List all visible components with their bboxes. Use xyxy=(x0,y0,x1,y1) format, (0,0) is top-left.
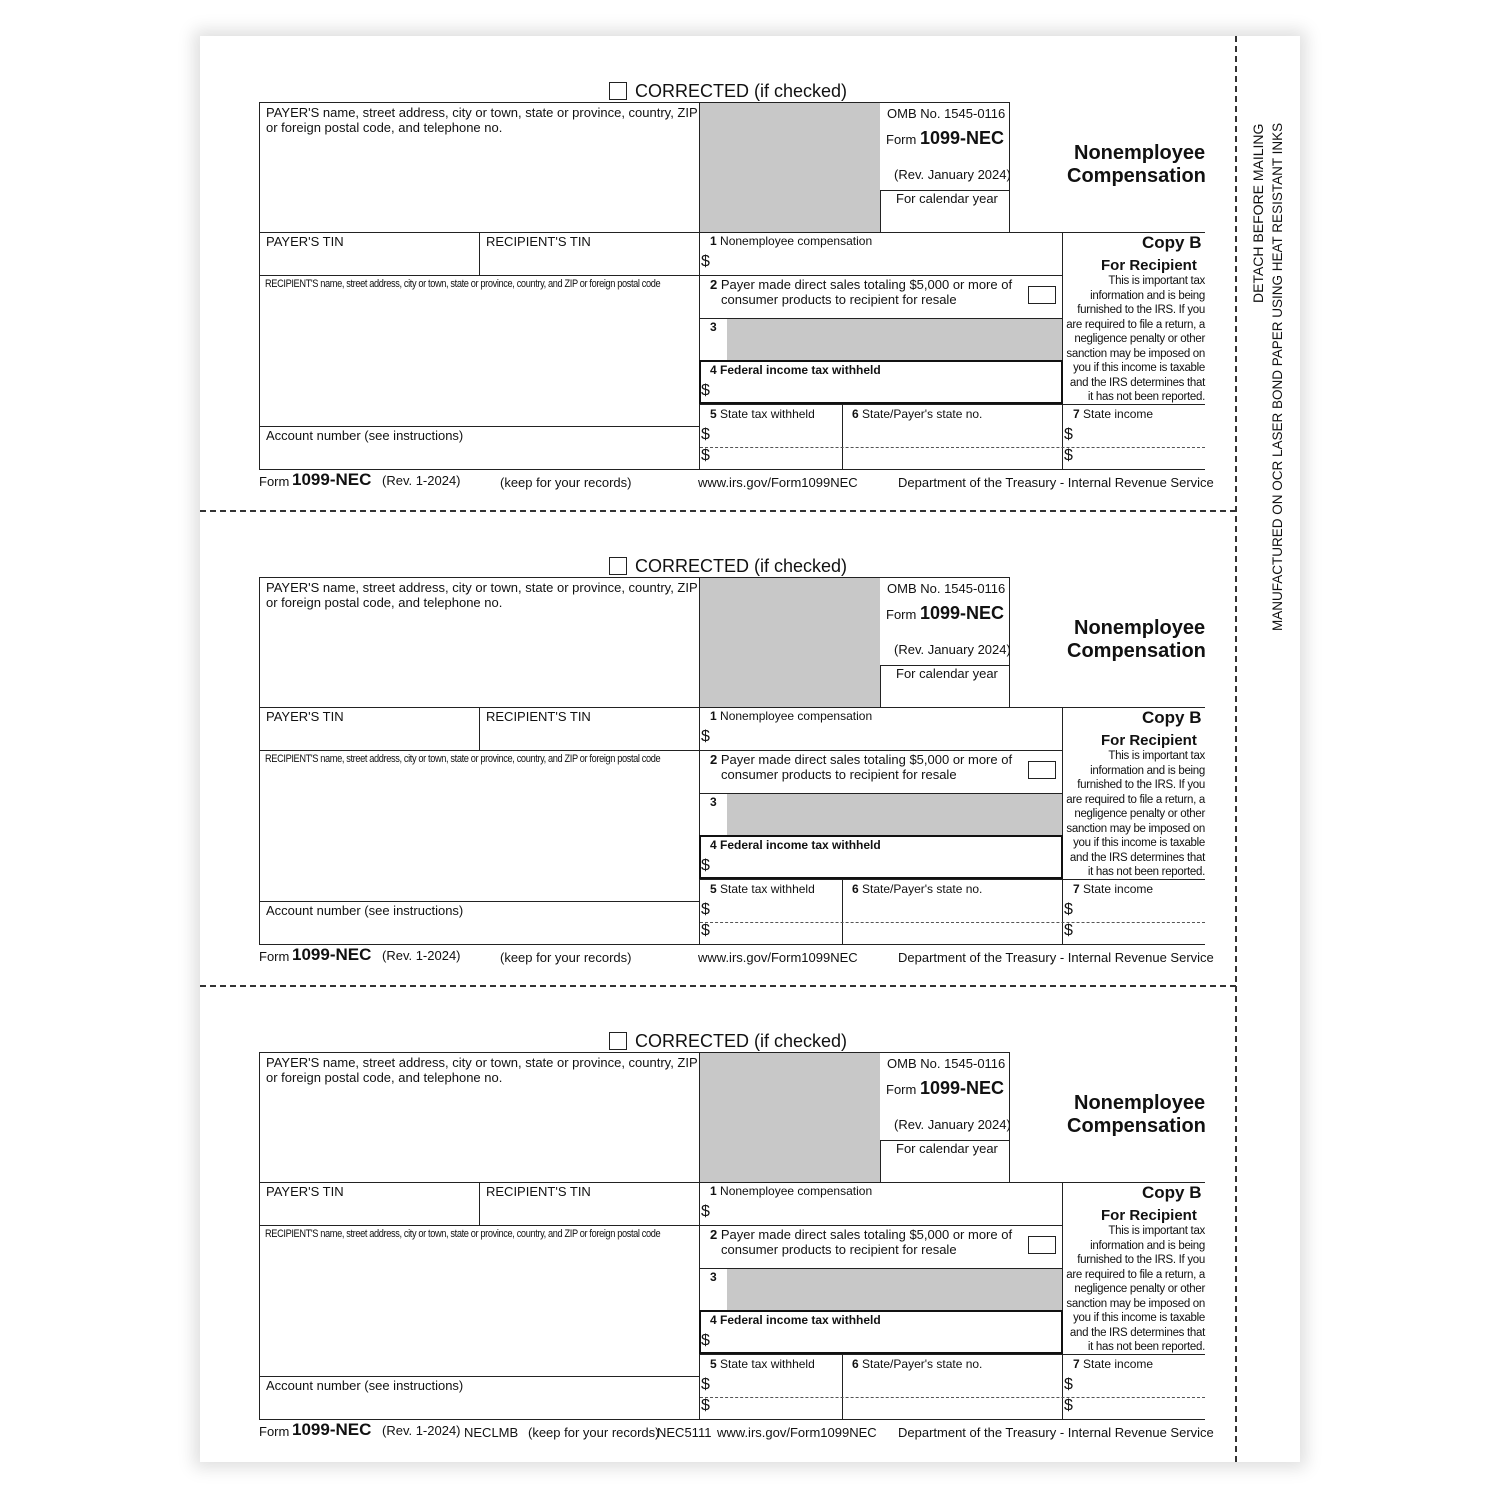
payer-name-label: PAYER'S name, street address, city or town, state or province, country, ZIP xyxy=(266,1055,698,1070)
form-1099-nec-copy-3 xyxy=(0,986,1500,1461)
form-word: Form xyxy=(886,607,917,622)
corrected-checkbox[interactable] xyxy=(609,1032,627,1050)
box7-dollar-line1: $ xyxy=(1064,901,1073,918)
box1-dollar-sign: $ xyxy=(701,253,710,270)
revision-date: (Rev. January 2024) xyxy=(894,1117,1011,1132)
box2-checkbox[interactable] xyxy=(1028,1236,1056,1254)
box7-label: State income xyxy=(1083,1357,1154,1371)
revision-date: (Rev. January 2024) xyxy=(894,167,1011,182)
box2-label: Payer made direct sales totaling $5,000 or more of xyxy=(720,277,1013,292)
box7-label: State income xyxy=(1083,882,1154,896)
box5-number: 5 xyxy=(710,407,717,421)
copy-b-label: Copy B xyxy=(1142,1183,1202,1202)
box2-label: Payer made direct sales totaling $5,000 or more of xyxy=(720,1227,1013,1242)
box2-number: 2 xyxy=(710,1227,718,1242)
form-number: 1099-NEC xyxy=(920,1078,1005,1098)
box7-dollar-line2: $ xyxy=(1064,1397,1073,1414)
footer-form-word: Form xyxy=(259,1424,290,1439)
box5-label: State tax withheld xyxy=(720,407,815,421)
footer-form-word: Form xyxy=(259,474,290,489)
calendar-year-label: For calendar year xyxy=(896,1141,998,1156)
footer-keep-records: (keep for your records) xyxy=(500,475,632,490)
footer-irs-url[interactable]: www.irs.gov/Form1099NEC xyxy=(698,475,858,490)
box5-label: State tax withheld xyxy=(720,882,815,896)
footer-form-word: Form xyxy=(259,949,290,964)
footer-revision: (Rev. 1-2024) xyxy=(382,473,461,488)
box3-shaded xyxy=(727,1269,1062,1310)
recipient-name-label: RECIPIENT'S name, street address, city or town, state or province, country, and ZIP or foreign postal code xyxy=(265,278,661,290)
footer-form-number: 1099-NEC xyxy=(292,1420,372,1439)
corrected-checkbox[interactable] xyxy=(609,557,627,575)
for-recipient-label: For Recipient xyxy=(1101,732,1197,749)
form-1099-nec-copy-2 xyxy=(0,511,1500,986)
corrected-label: CORRECTED (if checked) xyxy=(635,556,848,576)
shaded-area xyxy=(700,1053,880,1182)
omb-number: OMB No. 1545-0116 xyxy=(887,106,1006,121)
copy-b-label: Copy B xyxy=(1142,708,1202,727)
box4-label: 4 Federal income tax withheld xyxy=(710,363,881,377)
box7-number: 7 xyxy=(1073,1357,1080,1371)
shaded-area xyxy=(700,578,880,707)
form-title-line2: Compensation xyxy=(1067,165,1206,187)
box5-dollar-line1: $ xyxy=(701,426,710,443)
box6-number: 6 xyxy=(852,407,859,421)
for-recipient-label: For Recipient xyxy=(1101,1207,1197,1224)
form-word: Form xyxy=(886,132,917,147)
box7-dollar-line2: $ xyxy=(1064,447,1073,464)
payer-tin-label: PAYER'S TIN xyxy=(266,234,344,249)
copy-b-notice: This is important tax information and is being furnished to the IRS. If you are required to file a return, a negligence penalty or other sanction may be imposed on you if this income is taxable and the IRS determines that it has not been reported. xyxy=(1066,750,1205,878)
box5-dollar-line2: $ xyxy=(701,447,710,464)
account-number-label: Account number (see instructions) xyxy=(266,1378,464,1393)
box5-number: 5 xyxy=(710,1357,717,1371)
box6-label: State/Payer's state no. xyxy=(862,882,983,896)
box2-label: Payer made direct sales totaling $5,000 or more of xyxy=(720,752,1013,767)
recipient-tin-label: RECIPIENT'S TIN xyxy=(486,709,591,724)
footer-department: Department of the Treasury - Internal Revenue Service xyxy=(898,950,1214,965)
footer-revision: (Rev. 1-2024) xyxy=(382,948,461,963)
footer-revision: (Rev. 1-2024) xyxy=(382,1423,461,1438)
box5-dollar-line1: $ xyxy=(701,901,710,918)
manufacturing-notice: MANUFACTURED ON OCR LASER BOND PAPER USING HEAT RESISTANT INKS xyxy=(1270,122,1285,631)
shaded-area xyxy=(700,103,880,232)
box1-number: 1 xyxy=(710,1184,717,1198)
box3-number: 3 xyxy=(710,795,717,809)
box7-dollar-line2: $ xyxy=(1064,922,1073,939)
box4-label: 4 Federal income tax withheld xyxy=(710,1313,881,1327)
recipient-name-label: RECIPIENT'S name, street address, city or town, state or province, country, and ZIP or foreign postal code xyxy=(265,753,661,765)
box2-label-cont: consumer products to recipient for resale xyxy=(721,1242,957,1257)
payer-name-label-cont: or foreign postal code, and telephone no. xyxy=(266,120,503,135)
box7-label: State income xyxy=(1083,407,1154,421)
form-title-line2: Compensation xyxy=(1067,1115,1206,1137)
corrected-label: CORRECTED (if checked) xyxy=(635,1031,848,1051)
box4-label: 4 Federal income tax withheld xyxy=(710,838,881,852)
box1-dollar-sign: $ xyxy=(701,728,710,745)
box7-dollar-line1: $ xyxy=(1064,426,1073,443)
box2-number: 2 xyxy=(710,752,718,767)
footer-keep-records: (keep for your records) xyxy=(500,950,632,965)
omb-number: OMB No. 1545-0116 xyxy=(887,581,1006,596)
box5-dollar-line1: $ xyxy=(701,1376,710,1393)
copy-b-notice: This is important tax information and is being furnished to the IRS. If you are required to file a return, a negligence penalty or other sanction may be imposed on you if this income is taxable and the IRS determines that it has not been reported. xyxy=(1066,275,1205,403)
box6-label: State/Payer's state no. xyxy=(862,407,983,421)
box2-checkbox[interactable] xyxy=(1028,286,1056,304)
box1-label: Nonemployee compensation xyxy=(720,234,873,248)
box3-number: 3 xyxy=(710,320,717,334)
box1-number: 1 xyxy=(710,709,717,723)
box2-number: 2 xyxy=(710,277,718,292)
form-number: 1099-NEC xyxy=(920,603,1005,623)
footer-irs-url[interactable]: www.irs.gov/Form1099NEC xyxy=(717,1425,877,1440)
omb-number: OMB No. 1545-0116 xyxy=(887,1056,1006,1071)
form-title-line1: Nonemployee xyxy=(1074,617,1206,639)
footer-department: Department of the Treasury - Internal Revenue Service xyxy=(898,1425,1214,1440)
box3-shaded xyxy=(727,794,1062,835)
recipient-name-label: RECIPIENT'S name, street address, city or town, state or province, country, and ZIP or foreign postal code xyxy=(265,1228,661,1240)
footer-code-2: NEC5111 xyxy=(657,1425,712,1440)
recipient-tin-label: RECIPIENT'S TIN xyxy=(486,1184,591,1199)
account-number-label: Account number (see instructions) xyxy=(266,428,464,443)
form-word: Form xyxy=(886,1082,917,1097)
payer-tin-label: PAYER'S TIN xyxy=(266,1184,344,1199)
box2-checkbox[interactable] xyxy=(1028,761,1056,779)
footer-keep-records: (keep for your records) xyxy=(528,1425,660,1440)
box5-dollar-line2: $ xyxy=(701,922,710,939)
payer-name-label: PAYER'S name, street address, city or town, state or province, country, ZIP xyxy=(266,105,698,120)
box4-dollar-sign: $ xyxy=(701,857,710,874)
payer-name-field[interactable] xyxy=(262,1088,694,1178)
box4-dollar-sign: $ xyxy=(701,1332,710,1349)
box3-number: 3 xyxy=(710,1270,717,1284)
corrected-label: CORRECTED (if checked) xyxy=(635,81,848,101)
box1-label: Nonemployee compensation xyxy=(720,1184,873,1198)
box7-number: 7 xyxy=(1073,882,1080,896)
form-1099-nec-copy-1 xyxy=(0,36,1500,511)
box3-shaded xyxy=(727,319,1062,360)
box1-dollar-sign: $ xyxy=(701,1203,710,1220)
for-recipient-label: For Recipient xyxy=(1101,257,1197,274)
box7-dollar-line1: $ xyxy=(1064,1376,1073,1393)
corrected-checkbox[interactable] xyxy=(609,82,627,100)
footer-code-1: NECLMB xyxy=(464,1425,519,1440)
form-number: 1099-NEC xyxy=(920,128,1005,148)
recipient-tin-label: RECIPIENT'S TIN xyxy=(486,234,591,249)
box1-number: 1 xyxy=(710,234,717,248)
footer-form-number: 1099-NEC xyxy=(292,470,372,489)
form-title-line1: Nonemployee xyxy=(1074,142,1206,164)
payer-name-label-cont: or foreign postal code, and telephone no. xyxy=(266,1070,503,1085)
box5-label: State tax withheld xyxy=(720,1357,815,1371)
footer-irs-url[interactable]: www.irs.gov/Form1099NEC xyxy=(698,950,858,965)
copy-b-label: Copy B xyxy=(1142,233,1202,252)
footer-form-number: 1099-NEC xyxy=(292,945,372,964)
box6-label: State/Payer's state no. xyxy=(862,1357,983,1371)
box2-label-cont: consumer products to recipient for resale xyxy=(721,292,957,307)
payer-name-field[interactable] xyxy=(262,138,694,228)
box5-dollar-line2: $ xyxy=(701,1397,710,1414)
payer-name-label-cont: or foreign postal code, and telephone no. xyxy=(266,595,503,610)
revision-date: (Rev. January 2024) xyxy=(894,642,1011,657)
account-number-label: Account number (see instructions) xyxy=(266,903,464,918)
box7-number: 7 xyxy=(1073,407,1080,421)
box4-dollar-sign: $ xyxy=(701,382,710,399)
box6-number: 6 xyxy=(852,882,859,896)
box6-number: 6 xyxy=(852,1357,859,1371)
payer-name-label: PAYER'S name, street address, city or town, state or province, country, ZIP xyxy=(266,580,698,595)
detach-notice: DETACH BEFORE MAILING xyxy=(1250,123,1266,303)
copy-b-notice: This is important tax information and is being furnished to the IRS. If you are required to file a return, a negligence penalty or other sanction may be imposed on you if this income is taxable and the IRS determines that it has not been reported. xyxy=(1066,1225,1205,1353)
calendar-year-label: For calendar year xyxy=(896,666,998,681)
box1-label: Nonemployee compensation xyxy=(720,709,873,723)
box2-label-cont: consumer products to recipient for resale xyxy=(721,767,957,782)
payer-name-field[interactable] xyxy=(262,613,694,703)
box5-number: 5 xyxy=(710,882,717,896)
payer-tin-label: PAYER'S TIN xyxy=(266,709,344,724)
calendar-year-label: For calendar year xyxy=(896,191,998,206)
footer-department: Department of the Treasury - Internal Revenue Service xyxy=(898,475,1214,490)
form-title-line1: Nonemployee xyxy=(1074,1092,1206,1114)
form-title-line2: Compensation xyxy=(1067,640,1206,662)
